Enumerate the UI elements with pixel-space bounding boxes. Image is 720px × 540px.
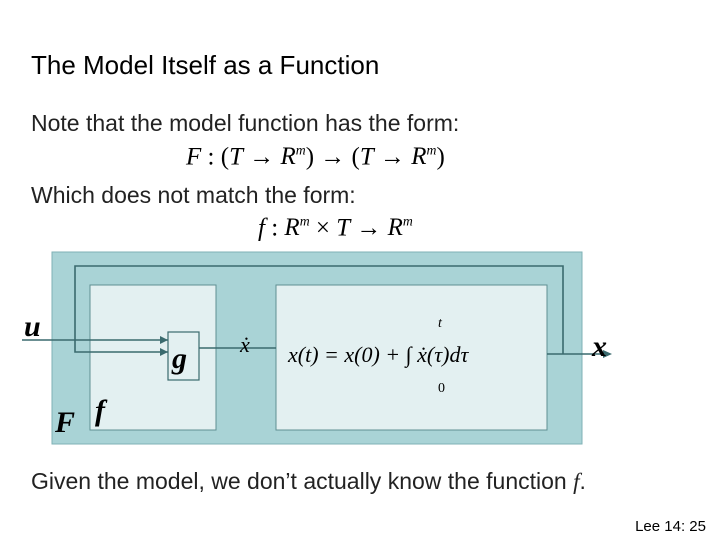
integral-upper-limit: t <box>438 316 442 331</box>
integral-lower-limit: 0 <box>438 381 445 396</box>
given-text-prefix: Given the model, we don’t actually know the function <box>31 468 574 494</box>
integral-equation: x(t) = x(0) + ∫ ẋ(τ)dτ <box>288 342 469 367</box>
formula-f: f : $R^m \times T \to R^m$ <box>258 214 413 242</box>
mismatch-text: Which does not match the form: <box>31 182 356 208</box>
slide-footer: Lee 14: 25 <box>635 518 706 535</box>
given-text <box>31 468 586 495</box>
xdot-label: ẋ <box>240 332 250 357</box>
note-text: Note that the model function has the form: <box>31 110 460 136</box>
formula-F: F : $(T \to R^m) \to (T \to R^m)$ <box>186 143 445 171</box>
slide-title: The Model Itself as a Function <box>31 50 380 80</box>
f-label: f <box>95 394 105 427</box>
output-label-x: x <box>592 330 607 363</box>
given-text-function-name: f <box>573 469 580 494</box>
g-label: g <box>172 342 187 375</box>
input-label-u: u <box>24 310 41 343</box>
F-label: F <box>55 406 76 439</box>
given-text-suffix: . <box>579 468 586 494</box>
